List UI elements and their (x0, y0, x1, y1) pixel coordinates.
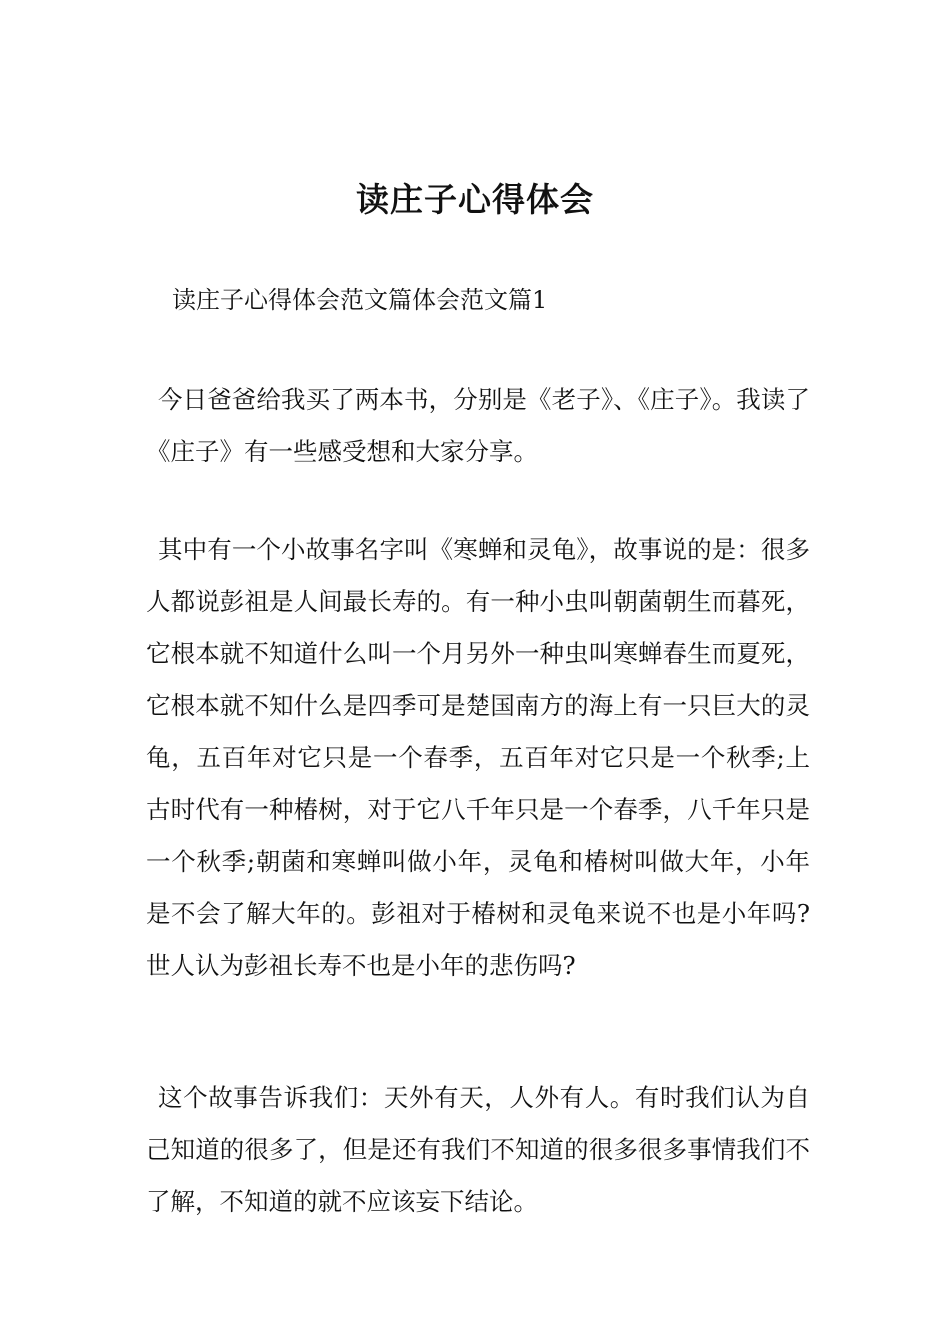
subtitle: 读庄子心得体会范文篇体会范文篇1 (172, 286, 548, 314)
paragraph-intro: 今日爸爸给我买了两本书，分别是《老子》、《庄子》。我读了《庄子》有一些感受想和大家分享。 (146, 385, 810, 466)
paragraph-lesson: 这个故事告诉我们：天外有天，人外有人。有时我们认为自己知道的很多了，但是还有我们不知道的很多很多事情我们不了解，不知道的就不应该妄下结论。 (146, 1083, 810, 1216)
paragraph-story: 其中有一个小故事名字叫《寒蝉和灵龟》，故事说的是：很多人都说彭祖是人间最长寿的。有一种小虫叫朝菌朝生而暮死，它根本就不知道什么叫一个月另外一种虫叫寒蝉春生而夏死，它根本就不知什么是四季可是楚国南方的海上有一只巨大的灵龟，五百年对它只是一个春季，五百年对它只是一个秋季;上古时代有一种椿树，对于它八千年只是一个春季，八千年只是一个秋季;朝菌和寒蝉叫做小年，灵龟和椿树叫做大年，小年是不会了解大年的。彭祖对于椿树和灵龟来说不也是小年吗?世人认为彭祖长寿不也是小年的悲伤吗? (146, 535, 810, 980)
page-title: 读庄子心得体会 (356, 180, 594, 219)
